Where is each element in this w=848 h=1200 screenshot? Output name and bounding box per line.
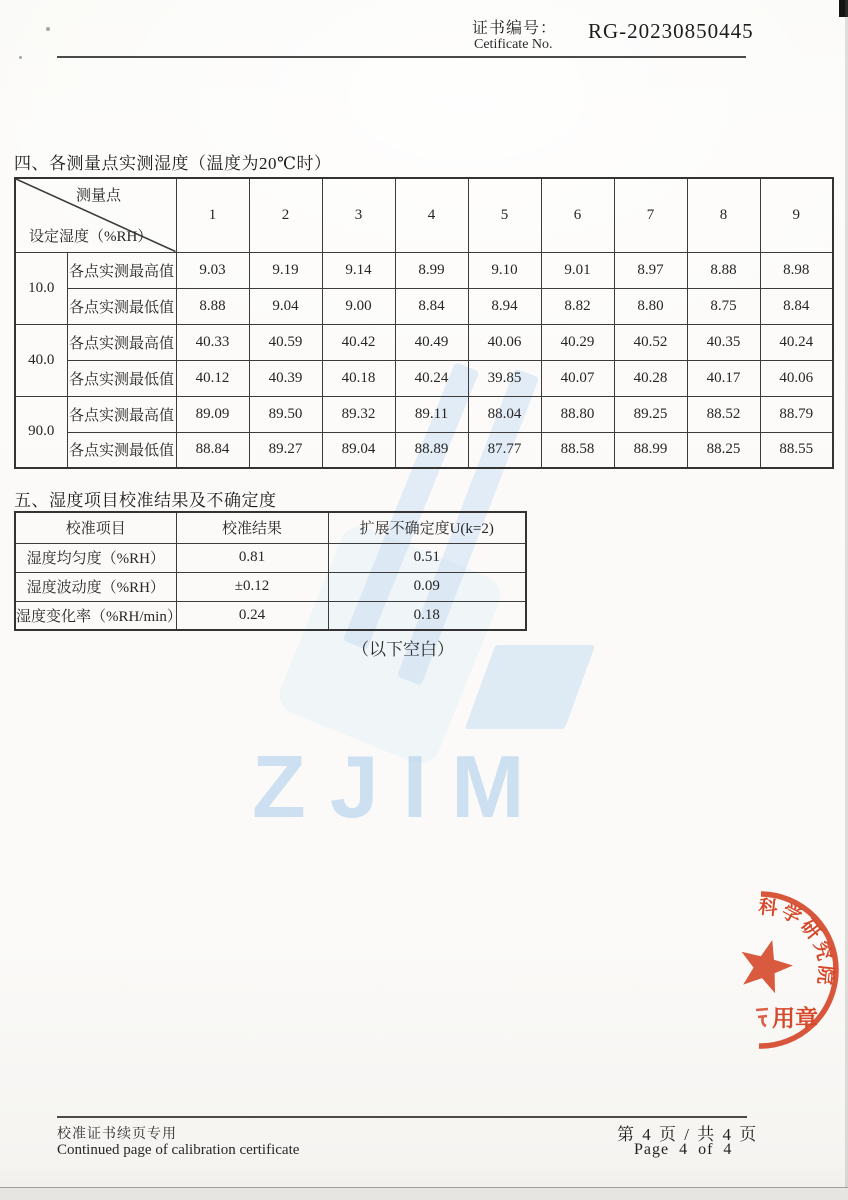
setpoint-cell: 90.0 (15, 396, 67, 468)
value-cell: 88.25 (687, 432, 760, 468)
watermark-logo-block (465, 645, 596, 729)
column-header: 校准项目 (15, 512, 176, 543)
certificate-no-label-zh: 证书编号： (472, 20, 558, 37)
table-row (15, 324, 833, 360)
official-seal-stamp (688, 858, 848, 1098)
value-cell: 40.28 (614, 360, 687, 396)
value-cell: 89.32 (322, 396, 395, 432)
value-cell: 40.59 (249, 324, 322, 360)
seal-star-icon (733, 933, 798, 996)
page-number-en: Page 4 of 4 (634, 1141, 733, 1158)
value-cell: 89.11 (395, 396, 468, 432)
value-cell: 8.80 (614, 288, 687, 324)
column-header: 2 (249, 178, 322, 252)
scan-artifact-speck (19, 56, 22, 59)
footer-rule (57, 1116, 747, 1118)
seal-partial-character (756, 1009, 768, 1026)
value-cell: 8.94 (468, 288, 541, 324)
row-label: 各点实测最低值 (67, 360, 176, 396)
table-header-row (15, 512, 526, 543)
section4-title: 四、各测量点实测湿度（温度为20℃时） (14, 154, 332, 173)
scan-artifact-bottom-edge (0, 1187, 848, 1200)
row-label: 湿度波动度（%RH） (15, 572, 176, 601)
value-cell: 88.79 (760, 396, 833, 432)
measured-humidity-table (14, 177, 834, 469)
value-cell: 88.89 (395, 432, 468, 468)
value-cell: 88.84 (176, 432, 249, 468)
value-cell: 0.24 (176, 601, 328, 630)
value-cell: 40.24 (395, 360, 468, 396)
value-cell: 40.07 (541, 360, 614, 396)
scan-artifact-speck (46, 27, 50, 31)
value-cell: 39.85 (468, 360, 541, 396)
column-header: 6 (541, 178, 614, 252)
calibration-result-table (14, 511, 527, 631)
value-cell: 40.06 (468, 324, 541, 360)
value-cell: 89.04 (322, 432, 395, 468)
value-cell: 0.81 (176, 543, 328, 572)
column-header: 4 (395, 178, 468, 252)
value-cell: 8.75 (687, 288, 760, 324)
value-cell: 89.09 (176, 396, 249, 432)
value-cell: 40.17 (687, 360, 760, 396)
value-cell: 9.04 (249, 288, 322, 324)
table-header-row (15, 178, 833, 252)
table-row (15, 572, 526, 601)
value-cell: 88.52 (687, 396, 760, 432)
value-cell: 89.50 (249, 396, 322, 432)
value-cell: 40.49 (395, 324, 468, 360)
certificate-no-label-en: Cetificate No. (474, 37, 553, 52)
column-header: 扩展不确定度U(k=2) (328, 512, 526, 543)
column-header: 5 (468, 178, 541, 252)
column-header: 7 (614, 178, 687, 252)
footer-note-en: Continued page of calibration certificate (57, 1142, 300, 1158)
value-cell: 9.14 (322, 252, 395, 288)
value-cell: 8.84 (395, 288, 468, 324)
row-label: 各点实测最低值 (67, 288, 176, 324)
row-label: 各点实测最低值 (67, 432, 176, 468)
column-header: 校准结果 (176, 512, 328, 543)
row-label: 各点实测最高值 (67, 396, 176, 432)
column-header: 3 (322, 178, 395, 252)
value-cell: 8.98 (760, 252, 833, 288)
value-cell: 9.00 (322, 288, 395, 324)
page-number-zh: 第 4 页 / 共 4 页 (617, 1125, 759, 1144)
table-row (15, 396, 833, 432)
value-cell: 0.09 (328, 572, 526, 601)
value-cell: 89.27 (249, 432, 322, 468)
row-label: 湿度均匀度（%RH） (15, 543, 176, 572)
value-cell: 88.99 (614, 432, 687, 468)
value-cell: 40.12 (176, 360, 249, 396)
value-cell: 40.33 (176, 324, 249, 360)
value-cell: 8.97 (614, 252, 687, 288)
seal-bottom-text: 用章 (772, 1006, 818, 1031)
value-cell: 8.99 (395, 252, 468, 288)
setpoint-cell: 10.0 (15, 252, 67, 324)
value-cell: 40.52 (614, 324, 687, 360)
table-row (15, 543, 526, 572)
value-cell: 8.82 (541, 288, 614, 324)
section5-title: 五、湿度项目校准结果及不确定度 (14, 491, 277, 510)
row-label: 湿度变化率（%RH/min） (15, 601, 176, 630)
value-cell: 0.51 (328, 543, 526, 572)
value-cell: 40.18 (322, 360, 395, 396)
value-cell: 87.77 (468, 432, 541, 468)
value-cell: 8.88 (687, 252, 760, 288)
column-header: 9 (760, 178, 833, 252)
value-cell: 9.19 (249, 252, 322, 288)
table-row (15, 252, 833, 288)
seal-arc-text: 科学研究院 (757, 897, 837, 989)
value-cell: 88.04 (468, 396, 541, 432)
value-cell: 88.58 (541, 432, 614, 468)
value-cell: 9.03 (176, 252, 249, 288)
value-cell: 40.39 (249, 360, 322, 396)
value-cell: 89.25 (614, 396, 687, 432)
value-cell: 40.06 (760, 360, 833, 396)
setpoint-cell: 40.0 (15, 324, 67, 396)
table-row (15, 432, 833, 468)
column-header: 1 (176, 178, 249, 252)
corner-label-columns: 测量点 (76, 188, 122, 204)
value-cell: 9.10 (468, 252, 541, 288)
certificate-number: RG-20230850445 (588, 19, 754, 43)
footer-note-zh: 校准证书续页专用 (57, 1127, 177, 1142)
value-cell: 8.88 (176, 288, 249, 324)
value-cell: 9.01 (541, 252, 614, 288)
table-row (15, 601, 526, 630)
below-blank-note: （以下空白） (352, 640, 454, 659)
value-cell: 0.18 (328, 601, 526, 630)
row-label: 各点实测最高值 (67, 324, 176, 360)
value-cell: 40.35 (687, 324, 760, 360)
table-row (15, 288, 833, 324)
corner-label-rows: 设定湿度（%RH） (29, 228, 153, 245)
value-cell: 40.29 (541, 324, 614, 360)
row-label: 各点实测最高值 (67, 252, 176, 288)
table-row (15, 360, 833, 396)
header-rule (57, 56, 746, 58)
watermark-text: ZJIM (252, 737, 549, 836)
diagonal-header-cell (15, 178, 176, 252)
value-cell: 88.80 (541, 396, 614, 432)
column-header: 8 (687, 178, 760, 252)
value-cell: 40.24 (760, 324, 833, 360)
value-cell: 88.55 (760, 432, 833, 468)
value-cell: 40.42 (322, 324, 395, 360)
value-cell: 8.84 (760, 288, 833, 324)
value-cell: ±0.12 (176, 572, 328, 601)
